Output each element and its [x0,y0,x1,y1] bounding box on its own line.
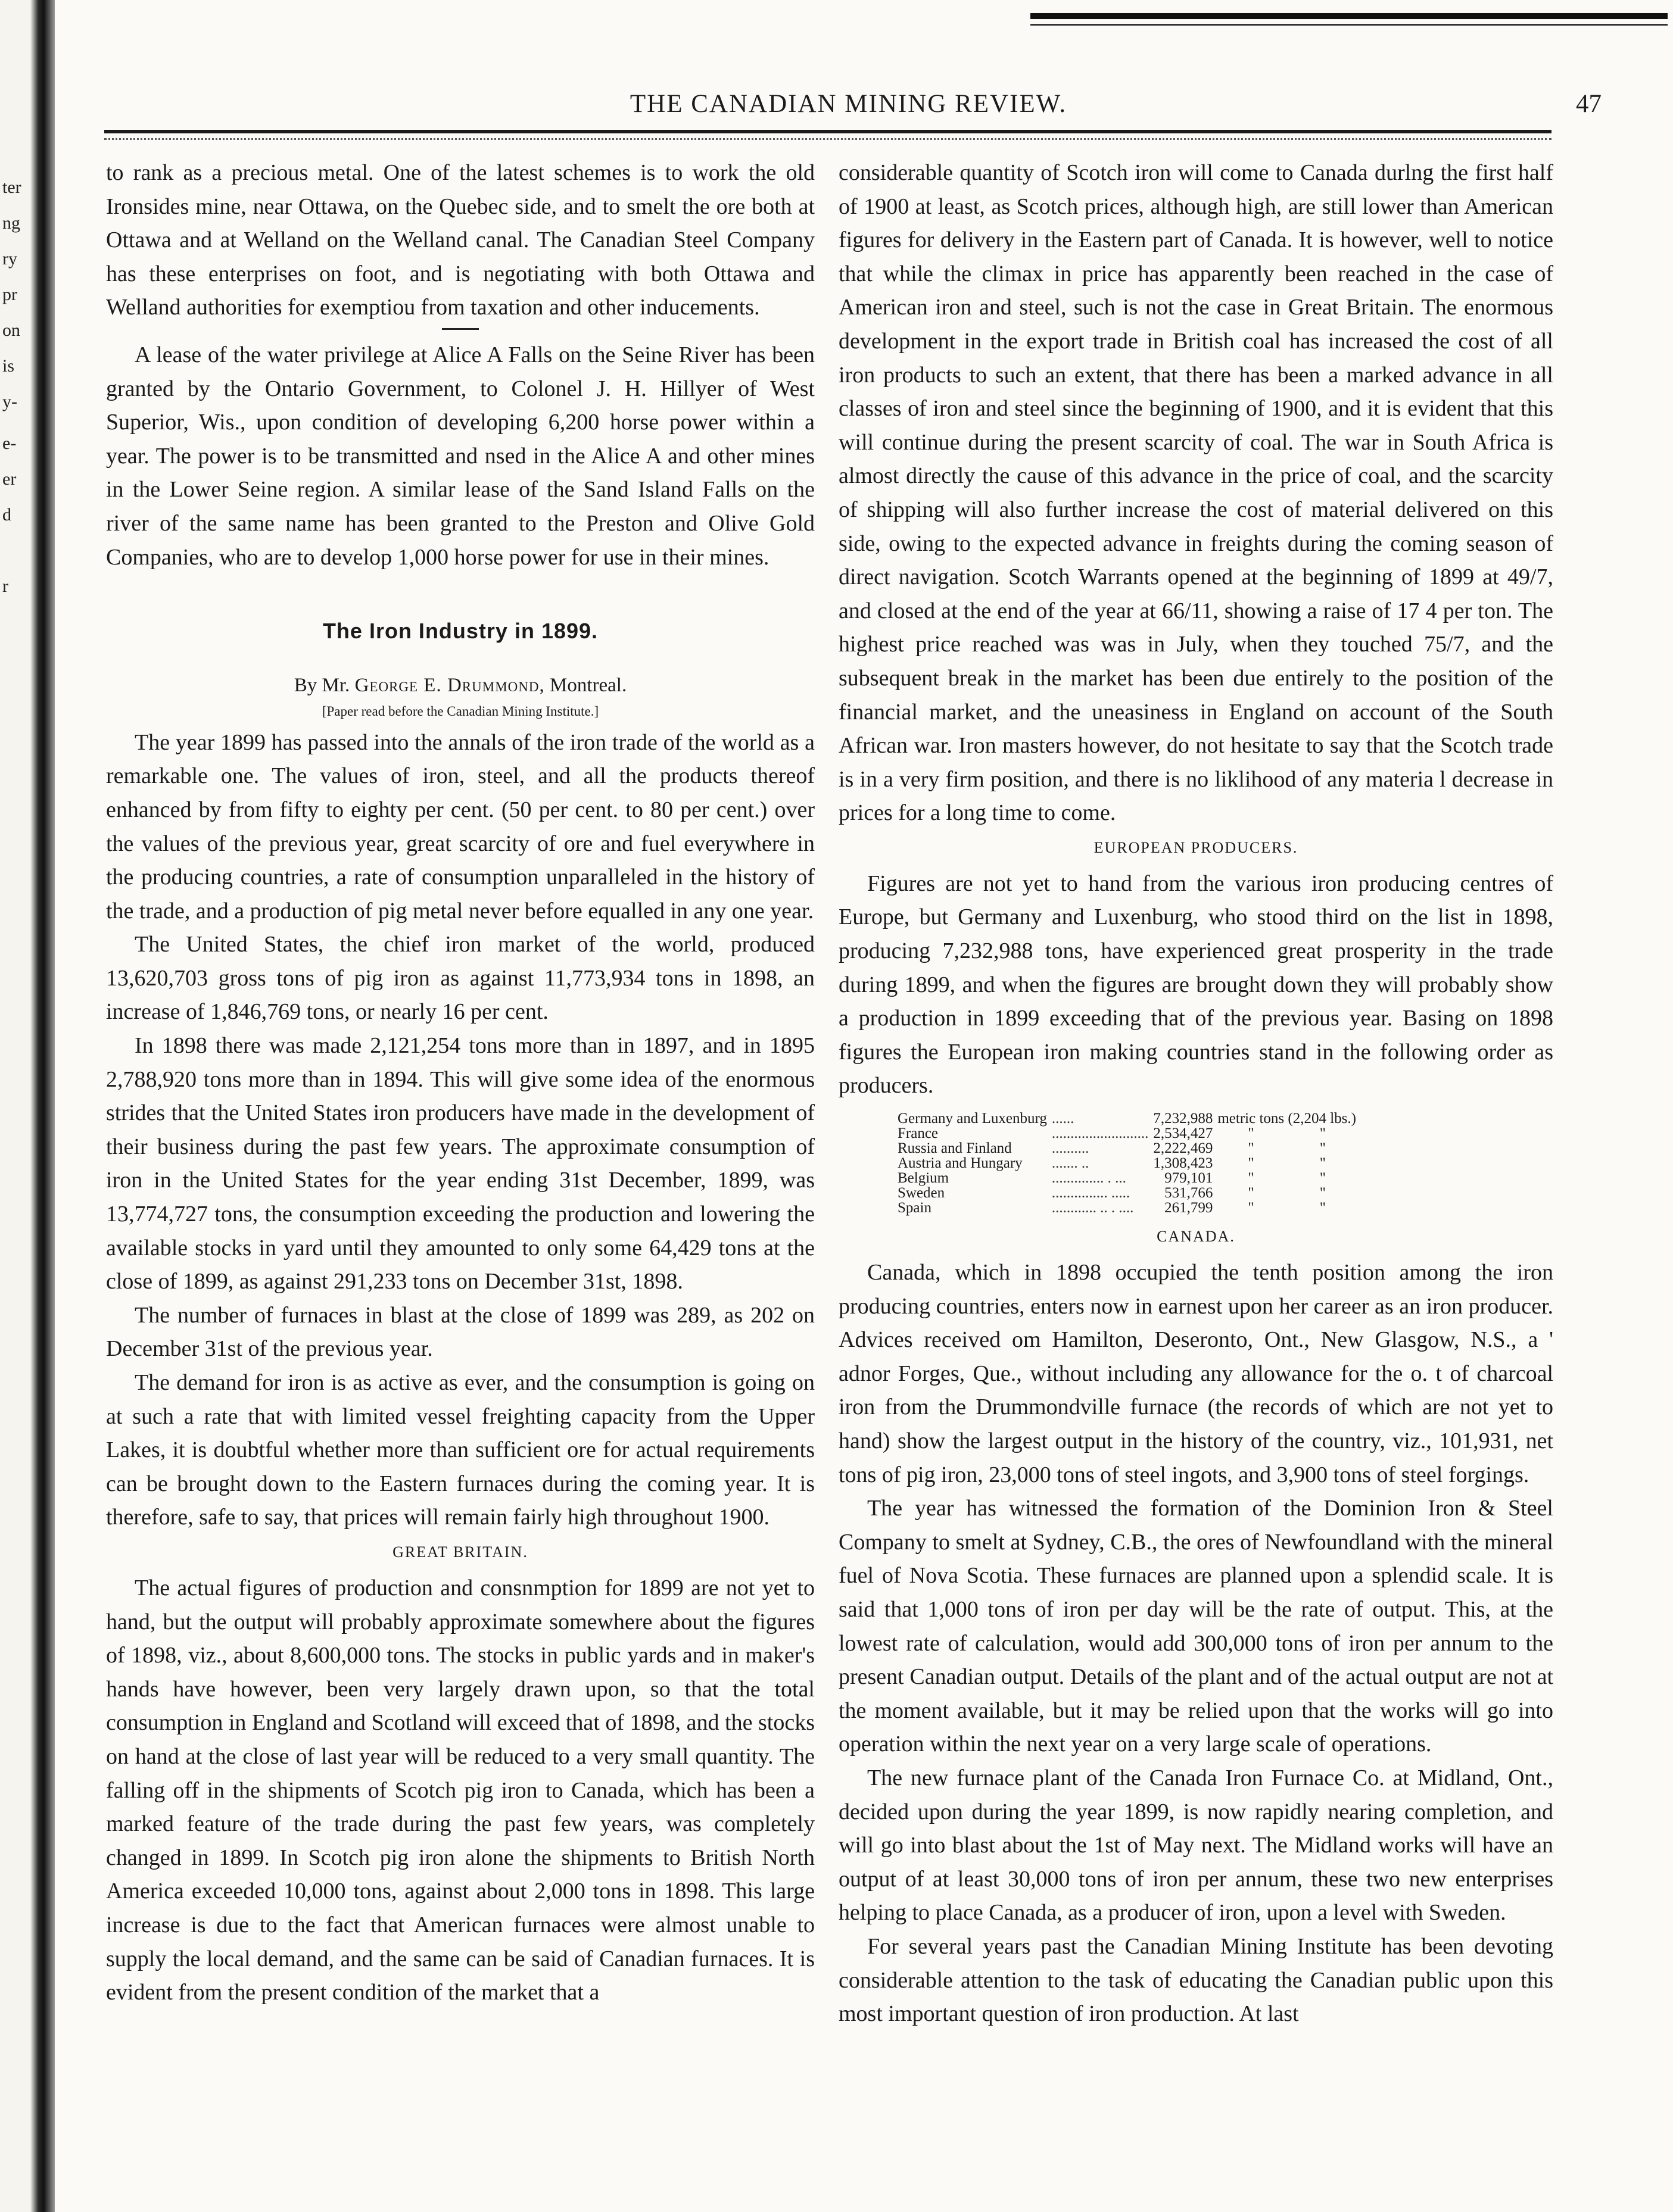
body-paragraph: In 1898 there was made 2,121,254 tons more than in 1897, and in 1895 2,788,920 tons more than in 1894. This will give some idea of the enormous strides that the United States iron producers have made in the development of their business during the past few years. The approximate consumption of iron in the United States for the year ending 31st December, 1899, was 13,774,727 tons, the consumption exceeding the production and lowering the available stocks in yard until they amounted to only some 64,429 tons at the close of 1899, as against 291,233 tons on December 31st, 1898. [106,1033,815,1294]
section-heading-european: EUROPEAN PRODUCERS. [1093,838,1298,856]
table-row [895,1185,1359,1200]
margin-fragment: ter [2,177,21,197]
ditto-mark: " [1319,1155,1326,1172]
section-heading-canada: CANADA. [1157,1228,1235,1246]
margin-fragment: e- [2,433,17,453]
left-column [106,156,815,2010]
top-edge-rule-thin [1030,24,1668,26]
right-column [839,156,1553,2031]
body-paragraph: The demand for iron is as active as ever, and the consumption is going on at such a rate that with limited vessel freighting capacity from the Upper Lakes, it is doubtful whether more than sufficient ore for actual requirements can be brought down to the Eastern furnaces during the coming year. It is therefore, safe to say, that prices will remain fairly high throughout 1900. [106,1370,815,1530]
body-paragraph: The new furnace plant of the Canada Iron Furnace Co. at Midland, Ont., decided upon during the year 1899, is now rapidly nearing completion, and will go into blast about the 1st of May next. The Midland works will have an output of at least 30,000 tons of iron per annum, these two new enterprises helping to place Canada, as a producer of iron, upon a level with Sweden. [839,1765,1553,1926]
byline [106,672,815,698]
paper-note: [Paper read before the Canadian Mining Institute.] [322,703,599,719]
country-cell: Sweden [898,1185,945,1202]
header-dotted-rule [104,138,1552,140]
leader-dots: ...... [1051,1110,1074,1127]
leader-dots: ............ .. . .... [1051,1200,1134,1216]
ditto-mark: " [1248,1200,1254,1216]
tons-cell: 2,222,469 [1153,1140,1213,1157]
ditto-mark: " [1248,1140,1254,1157]
ditto-mark: " [1248,1170,1254,1187]
table-row [895,1126,1359,1141]
tons-cell: 979,101 [1164,1170,1213,1187]
table-row [895,1200,1359,1215]
tons-cell: 7,232,988 [1153,1110,1213,1127]
country-cell: Austria and Hungary [898,1155,1023,1172]
ditto-mark: " [1319,1170,1326,1187]
leader-dots: .......... [1051,1140,1089,1157]
article-title: The Iron Industry in 1899. [322,619,599,644]
leader-dots: ............... ..... [1051,1185,1130,1202]
ditto-mark: " [1248,1125,1254,1142]
country-cell: Russia and Finland [898,1140,1012,1157]
country-cell: Belgium [898,1170,949,1187]
body-paragraph: The United States, the chief iron market of the world, produced 13,620,703 gross tons of pig iron as against 11,773,934 tons in 1898, an increase of 1,846,769 tons, or nearly 16 per cent. [106,932,815,1025]
margin-fragment: r [2,576,8,596]
body-paragraph: Figures are not yet to hand from the various iron producing centres of Europe, but Germany and Luxenburg, who stood third on the list in 1898, producing 7,232,988 tons, have experienced great prosperity in the trade during 1899, and when the figures are brought down they will probably show a production in 1899 exceeding that of the previous year. Basing on 1898 figures the European iron making countries stand in the following order as producers. [839,871,1553,1099]
lease-paragraph: A lease of the water privilege at Alice A Falls on the Seine River has been granted by the Ontario Government, to Colonel J. H. Hillyer of West Superior, Wis., upon condition of developing 6,200 horse power within a year. The power is to be transmitted and nsed in the Alice A and other mines in the Lower Seine region. A similar lease of the Sand Island Falls on the river of the same name has been granted to the Preston and Olive Gold Companies, who are to develop 1,000 horse power for use in their mines. [106,342,815,570]
ditto-mark: " [1319,1200,1326,1216]
country-cell: Spain [898,1200,931,1216]
continued-paragraph: to rank as a precious metal. One of the latest schemes is to work the old Ironsides mine, near Ottawa, on the Quebec side, and to smelt the ore both at Ottawa and at Welland on the Welland canal. The Canadian Steel Company has these enterprises on foot, and is negotiating with both Ottawa and Welland authorities for exemptiou from taxation and other inducements. [106,160,815,320]
tons-cell: 1,308,423 [1153,1155,1213,1172]
header-rule [104,130,1552,133]
tons-cell: 2,534,427 [1153,1125,1213,1142]
ditto-mark: " [1248,1155,1254,1172]
tons-cell: 531,766 [1164,1185,1213,1202]
body-paragraph: For several years past the Canadian Mining Institute has been devoting considerable attention to the task of educating the Canadian public upon this most important question of iron production. At last [839,1933,1553,2027]
body-paragraph: The year has witnessed the formation of the Dominion Iron & Steel Company to smelt at Sydney, C.B., the ores of Newfoundland with the mineral fuel of Nova Scotia. These furnaces are planned upon a splendid scale. It is said that 1,000 tons of iron per day will be the rate of output. This, at the lowest rate of calculation, would add 300,000 tons of iron per annum to the present Canadian output. Details of the plant and of the actual output are not at the moment available, but it may be relied upon that the works will go into operation within the next year on a very large scale of operations. [839,1496,1553,1757]
running-header [89,85,1607,126]
page-number: 47 [1576,90,1602,118]
ditto-mark: " [1319,1185,1326,1202]
body-paragraph: The actual figures of production and consnmption for 1899 are not yet to hand, but the output will probably approximate somewhere about the figures of 1898, viz., about 8,600,000 tons. The stocks in public yards and in maker's hands have however, been very largely drawn upon, so that the total consumption in England and Scotland will exceed that of 1898, and the stocks on hand at the close of last year will be reduced to a very small quantity. The falling off in the shipments of Scotch pig iron to Canada, which has been a marked feature of the trade during the past few years, was completely changed in 1899. In Scotch pig iron alone the shipments to British North America exceeded 10,000 tons, against about 2,000 tons in 1898. This large increase is due to the fact that American furnaces were almost unable to supply the local demand, and the same can be said of Canadian furnaces. It is evident from the present condition of the market that a [106,1575,815,2005]
margin-fragment: er [2,469,17,489]
ditto-mark: " [1319,1125,1326,1142]
byline-prefix: By Mr. [294,674,350,696]
country-cell: France [898,1125,939,1142]
byline-place: Montreal. [549,674,627,696]
running-head-title: THE CANADIAN MINING REVIEW. [630,90,1067,118]
producers-table [895,1111,1359,1215]
margin-fragment: is [2,356,15,376]
unit-cell: metric tons (2,204 lbs.) [1217,1110,1356,1127]
margin-fragment: on [2,320,20,340]
body-paragraph: Canada, which in 1898 occupied the tenth position among the iron producing countries, enters now in earnest upon her career as an iron producer. Advices received om Hamilton, Deseronto, Ont., New Glasgow, N.S., a ' adnor Forges, Que., without including any allowance for the o. t of charcoal iron from the Drummondville furnace (the records of which are not yet to hand) show the largest output in the history of the country, viz., 101,931, net tons of pig iron, 23,000 tons of steel ingots, and 3,900 tons of steel forgings. [839,1260,1553,1487]
ditto-mark: " [1248,1185,1254,1202]
margin-fragment: d [2,505,11,525]
section-heading-great-britain: GREAT BRITAIN. [392,1543,528,1561]
body-paragraph: The year 1899 has passed into the annals of the iron trade of the world as a remarkable one. The values of iron, steel, and all the products thereof enhanced by from fifty to eighty per cent. (50 per cent. to 80 per cent.) over the values of the previous year, great scarcity of ore and fuel everywhere in the producing countries, a rate of consumption unparalleled in the history of the trade, and a production of pig metal never before equalled in any one year. [106,729,815,924]
top-edge-rule [1030,13,1668,19]
table-row [895,1156,1359,1171]
margin-fragment: y- [2,392,17,411]
ditto-mark: " [1319,1140,1326,1157]
body-paragraph: The number of furnaces in blast at the close of 1899 was 289, as 202 on December 31st of the previous year. [106,1302,815,1362]
table-row [895,1171,1359,1185]
separator-rule [442,328,479,330]
table-row [895,1111,1359,1126]
continued-paragraph: considerable quantity of Scotch iron will come to Canada durlng the first half of 1900 at least, as Scotch prices, although high, are still lower than American figures for delivery in the Eastern part of Canada. It is however, well to notice that while the climax in price has apparently been reached in the case of American iron and steel, such is not the case in Great Britain. The enormous development in the export trade in British coal has increased the cost of all iron products to such an extent, that there has been a marked advance in all classes of iron and steel since the beginning of 1900, and it is evident that this will continue during the present scarcity of coal. The war in South Africa is almost directly the cause of this advance in the price of coal, and the scarcity of shipping will also further increase the cost of material delivered on this side, owing to the expected advance in freights during the coming season of direct navigation. Scotch Warrants opened at the beginning of 1899 at 49/7, and closed at the end of the year at 66/11, showing a raise of 17 4 per ton. The highest price reached was was in July, when they touched 75/7, and the subsequent break in the market has been due entirely to the position of the financial market, and the uneasiness in England on account of the South African war. Iron masters however, do not hesitate to say that the Scotch trade is in a very firm position, and there is no liklihood of any materia l decrease in prices for a long time to come. [839,160,1553,826]
tons-cell: 261,799 [1164,1200,1213,1216]
margin-fragment: pr [2,285,17,304]
leader-dots: .............. . ... [1051,1170,1126,1187]
leader-dots: ....... .. [1051,1155,1089,1172]
table-row [895,1141,1359,1156]
margin-fragment: ry [2,249,17,269]
margin-fragment: ng [2,213,20,233]
country-cell: Germany and Luxenburg [898,1110,1047,1127]
byline-author: George E. Drummond, [354,674,545,696]
leader-dots: .......................... [1051,1125,1149,1142]
